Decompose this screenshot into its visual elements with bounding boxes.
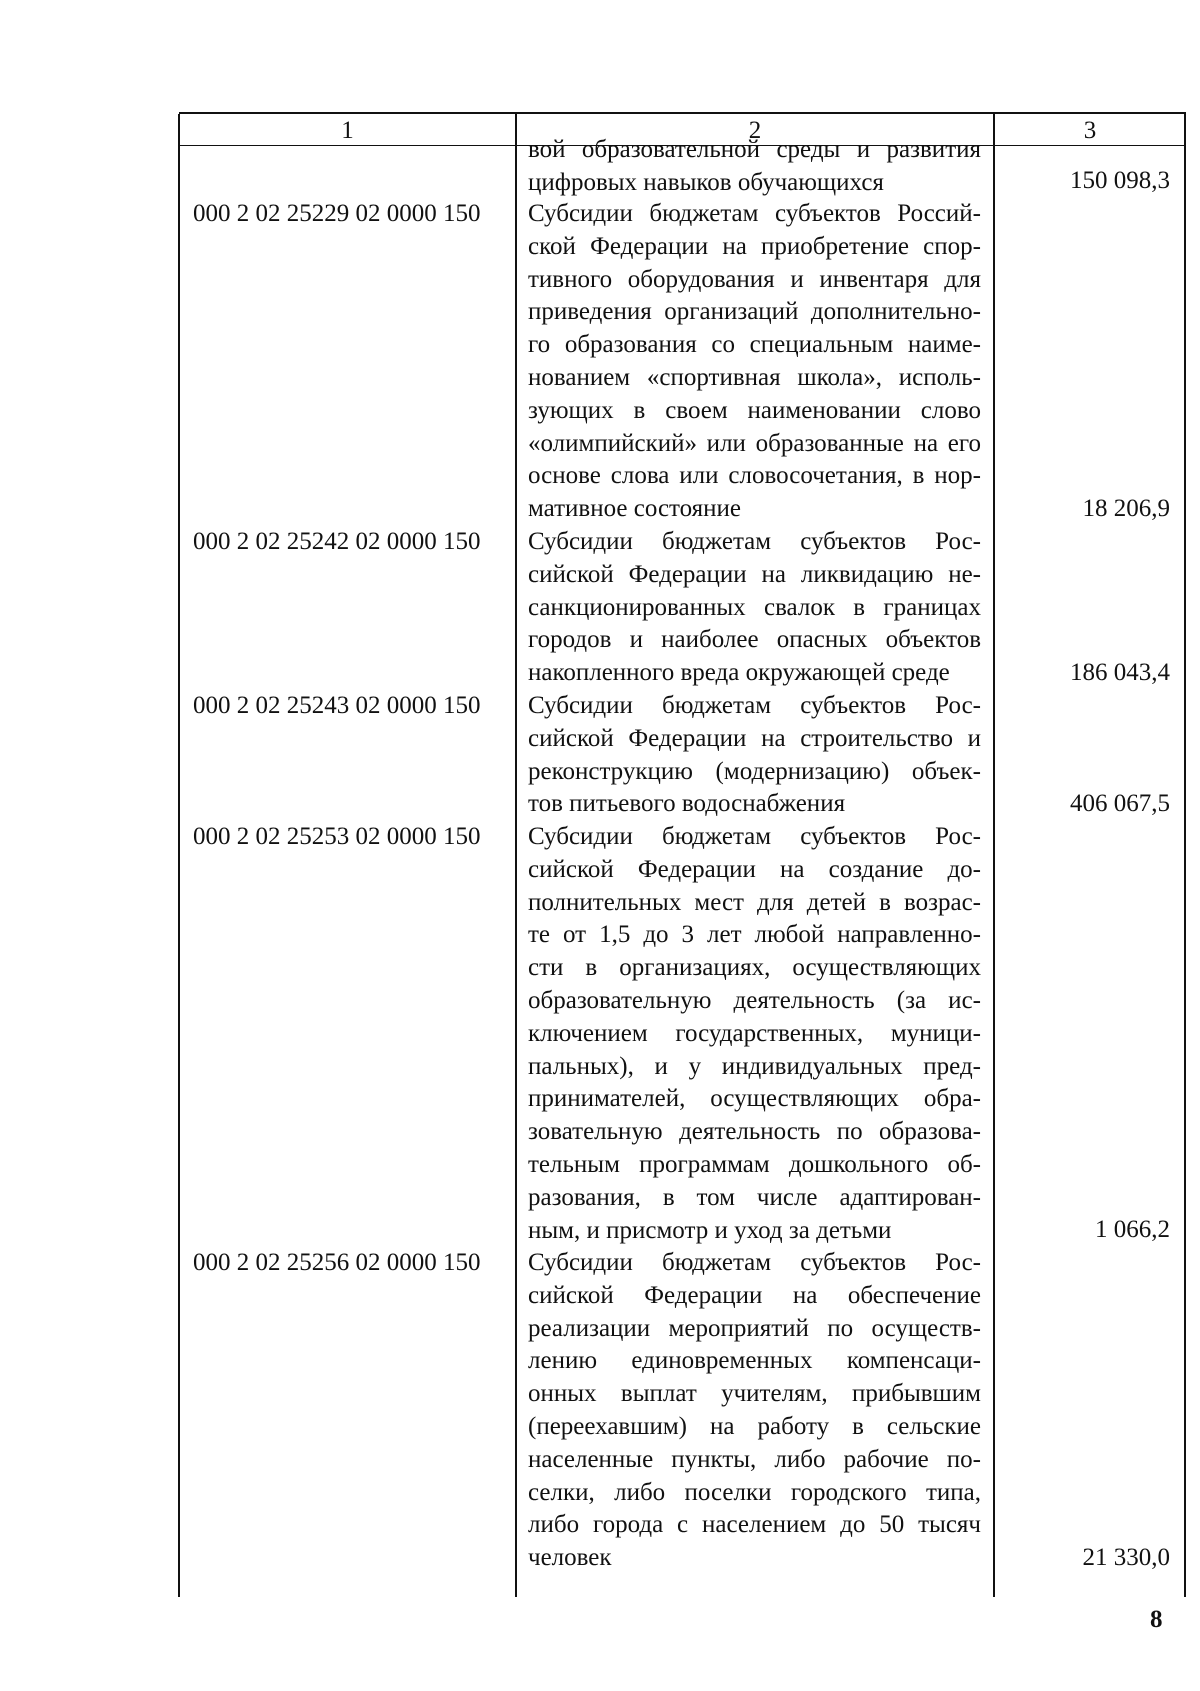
column-header-1: 1 (341, 117, 354, 144)
row-amount: 406 067,5 (1070, 790, 1170, 817)
table-left-border (178, 114, 180, 1597)
column-header-2: 2 (748, 117, 762, 144)
row-code: 000 2 02 25229 02 0000 150 (193, 200, 481, 227)
row-description: вой образовательной среды и развития цифровых навыков обучающихся (528, 136, 981, 196)
row-description: Субсидии бюджетам субъектов Рос- сийской Федерации на ликвидацию не- санкционированных свалок в границах городов и наиболее опасных объектов накопленного вреда окружающей среде (528, 528, 981, 687)
row-amount: 186 043,4 (1070, 659, 1170, 686)
row-amount: 1 066,2 (1095, 1216, 1170, 1243)
column-divider-1 (515, 114, 517, 1597)
row-amount: 18 206,9 (1082, 495, 1170, 522)
row-amount: 150 098,3 (1070, 167, 1170, 194)
row-description: Субсидии бюджетам субъектов Рос- сийской Федерации на создание до- полнительных мест для детей в возрас- те от 1,5 до 3 лет любой направленно- сти в организациях, осуществляющих образовательную деятельность (за ис- ключением государственных, муници- пальных), и у индивидуальных пред- принимателей, осуществляющих обра- зовательную деятельность по образова- тельным программам дошкольного об- разования, в том числе адаптирован- ным, и присмотр и уход за детьми (528, 823, 981, 1244)
column-divider-2 (993, 114, 995, 1597)
row-code: 000 2 02 25243 02 0000 150 (193, 692, 481, 719)
row-code: 000 2 02 25256 02 0000 150 (193, 1249, 481, 1276)
table-right-border (1184, 114, 1186, 1597)
row-code: 000 2 02 25242 02 0000 150 (193, 528, 481, 555)
row-amount: 21 330,0 (1082, 1544, 1170, 1571)
row-description: Субсидии бюджетам субъектов Россий- ской Федерации на приобретение спор- тивного оборудования и инвентаря для приведения организаций дополнительно- го образования со специальным наиме- нованием «спортивная школа», исполь- зующих в своем наименовании слово «олимпийский» или образованные на его основе слова или словосочетания, в нор- мативное состояние (528, 200, 981, 523)
column-header-3: 3 (1083, 117, 1097, 144)
page-number: 8 (1150, 1606, 1163, 1633)
row-description: Субсидии бюджетам субъектов Рос- сийской Федерации на обеспечение реализации мероприятий по осуществ- лению единовременных компенсаци- онных выплат учителям, прибывшим (переехавшим) на работу в сельские населенные пункты, либо рабочие по- селки, либо поселки городского типа, либо города с населением до 50 тысяч человек (528, 1249, 981, 1572)
row-code: 000 2 02 25253 02 0000 150 (193, 823, 481, 850)
row-description: Субсидии бюджетам субъектов Рос- сийской Федерации на строительство и реконструкцию (модернизацию) объек- тов питьевого водоснабжения (528, 692, 981, 818)
